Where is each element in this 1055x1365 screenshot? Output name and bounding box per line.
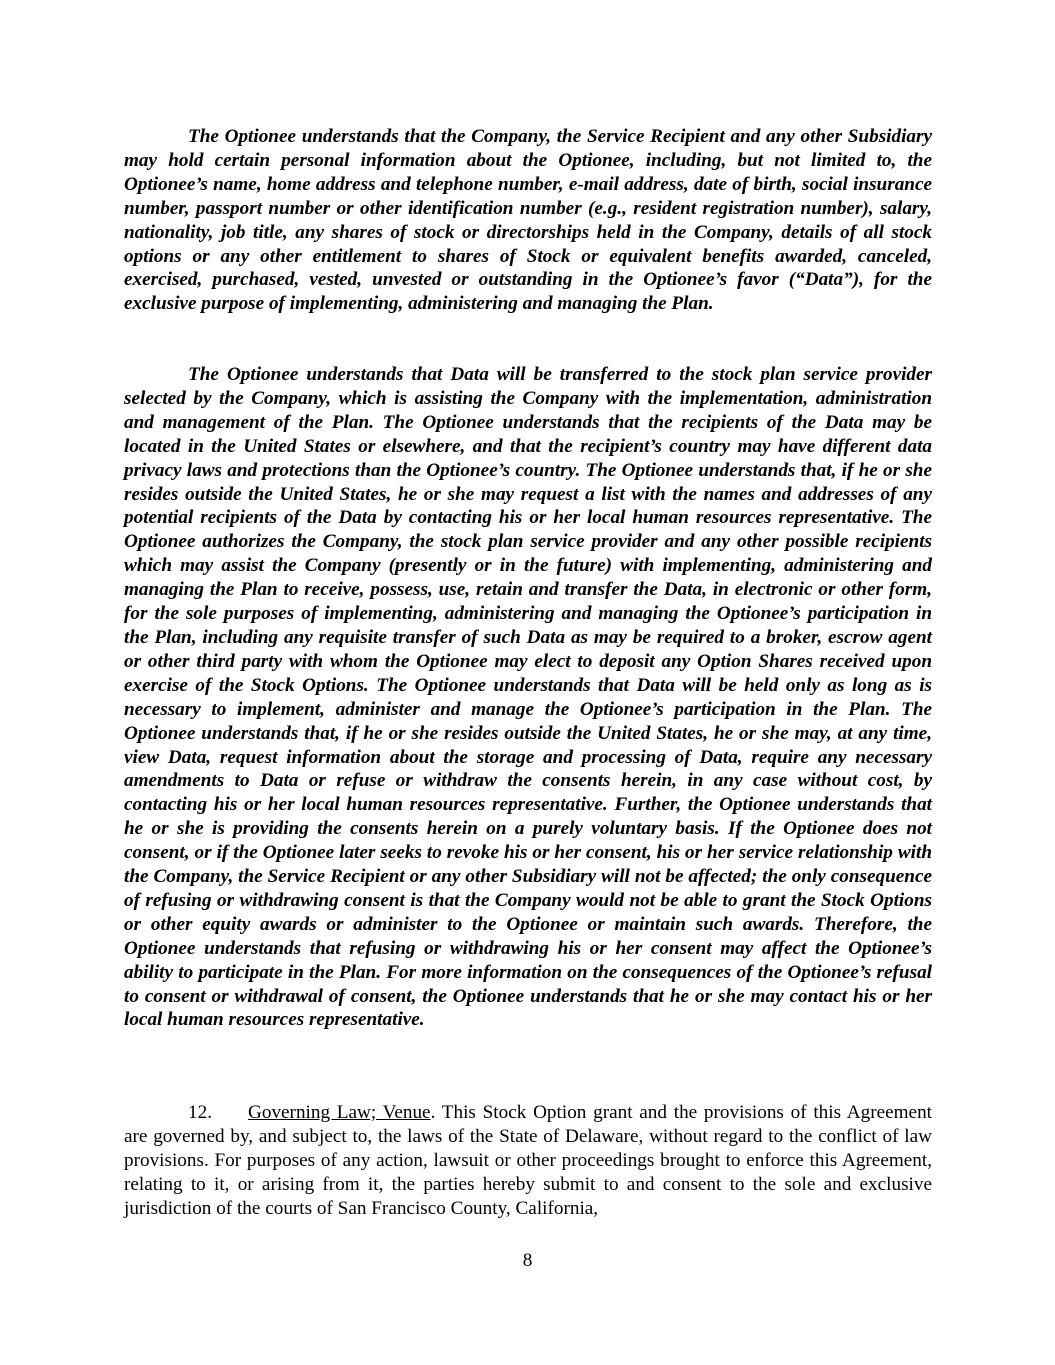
section-body-text: This Stock Option grant and the provisions of this Agreement are governed by, and subject to, the laws of the State of Delaware, without regard to the conflict of law provisions. For purposes of any action, lawsuit or other proceedings brought to enforce this Agreement, relating to it, or arising from it, the parties hereby submit to and consent to the sole and exclusive jurisdiction of the courts of San Francisco County, California, (124, 1102, 932, 1219)
section-12-paragraph (124, 1101, 932, 1221)
section-number: 12. (188, 1102, 212, 1123)
paragraph-data-collection: The Optionee understands that the Company, the Service Recipient and any other Subsidiary may hold certain personal information about the Optionee, including, but not limited to, the Optionee’s name, home address and telephone number, e-mail address, date of birth, social insurance number, passport number or other identification number (e.g., resident registration number), salary, nationality, job title, any shares of stock or directorships held in the Company, details of all stock options or any other entitlement to shares of Stock or equivalent benefits awarded, canceled, exercised, purchased, vested, unvested or outstanding in the Optionee’s favor (“Data”), for the exclusive purpose of implementing, administering and managing the Plan. (124, 126, 932, 315)
page-number: 8 (522, 1250, 533, 1271)
section-heading-punctuation: . (430, 1102, 436, 1123)
paragraph-data-transfer: The Optionee understands that Data will be transferred to the stock plan service provider selected by the Company, which is assisting the Company with the implementation, administration and management of the Plan. The Optionee understands that the recipients of the Data may be located in the United States or elsewhere, and that the recipient’s country may have different data privacy laws and protections than the Optionee’s country. The Optionee understands that, if he or she resides outside the United States, he or she may request a list with the names and addresses of any potential recipients of the Data by contacting his or her local human resources representative. The Optionee authorizes the Company, the stock plan service provider and any other possible recipients which may assist the Company (presently or in the future) with implementing, administering and managing the Plan to receive, possess, use, retain and transfer the Data, in electronic or other form, for the sole purposes of implementing, administering and managing the Optionee’s participation in the Plan, including any requisite transfer of such Data as may be required to a broker, escrow agent or other third party with whom the Optionee may elect to deposit any Option Shares received upon exercise of the Stock Options. The Optionee understands that Data will be held only as long as is necessary to implement, administer and manage the Optionee’s participation in the Plan. The Optionee understands that, if he or she resides outside the United States, he or she may, at any time, view Data, request information about the storage and processing of Data, require any necessary amendments to Data or refuse or withdraw the consents herein, in any case without cost, by contacting his or her local human resources representative. Further, the Optionee understands that he or she is providing the consents herein on a purely voluntary basis. If the Optionee does not consent, or if the Optionee later seeks to revoke his or her consent, his or her service relationship with the Company, the Service Recipient or any other Subsidiary will not be affected; the only consequence of refusing or withdrawing consent is that the Company would not be able to grant the Stock Options or other equity awards or administer to the Optionee or maintain such awards. Therefore, the Optionee understands that refusing or withdrawing his or her consent may affect the Optionee’s ability to participate in the Plan. For more information on the consequences of the Optionee’s refusal to consent or withdrawal of consent, the Optionee understands that he or she may contact his or her local human resources representative. (124, 364, 932, 1031)
section-heading: Governing Law; Venue (248, 1102, 431, 1123)
